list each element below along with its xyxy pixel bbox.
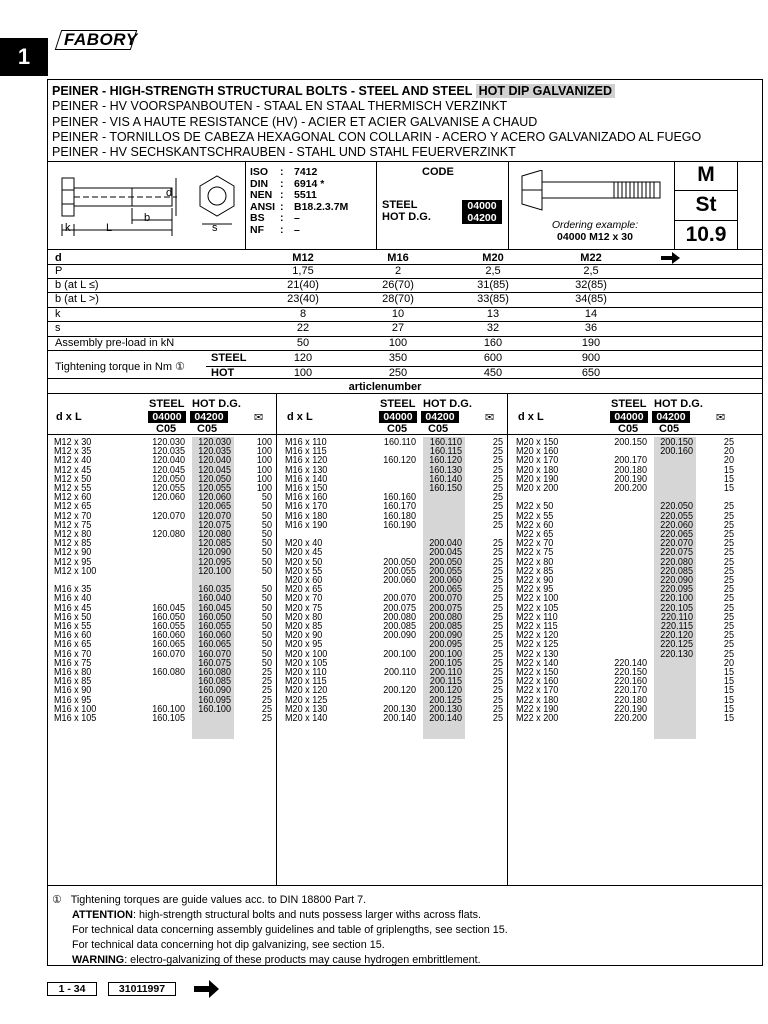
material-hot: HOT D.G. [382, 211, 431, 223]
col-steel-code: 04000 [148, 411, 186, 423]
envelope-icon: ✉ [254, 412, 264, 424]
footnote-galvanizing: For technical data concerning hot dip galvanizing, see section 15. [72, 939, 385, 951]
col-hot-values: 120.030 120.035 120.040 120.045 120.050 120.055 120.060 120.065 120.070 120.075 120.080 120.085 120.090 120.095 120.100 160.035 160.040 160.045 160.050 160.055 160.060 160.065 160.070 160.075 160.080 160.085 160.090 160.095 160.100 [198, 437, 231, 715]
footnote-1: ① Tightening torques are guide values acc. to DIN 18800 Part 7. [52, 894, 367, 906]
col-hot-values: 200.150 200.160 220.050 220.055 220.060 220.065 220.070 220.075 220.080 220.085 220.090 220.095 220.100 220.105 220.110 220.115 220.120 220.125 220.130 [660, 437, 693, 660]
envelope-icon: ✉ [716, 412, 726, 424]
title-block [52, 84, 701, 160]
spec-value: 1,75 [292, 265, 314, 277]
spec-value: 2 [394, 265, 402, 277]
spec-value: 2,5 [583, 265, 599, 277]
footnotes [52, 893, 508, 968]
spec-value: 10 [391, 308, 405, 320]
standard-nf: NF : – [250, 223, 300, 236]
standard-iso: ISO : 7412 [250, 166, 318, 178]
spec-value: 27 [391, 322, 405, 334]
torque-value: 900 [581, 352, 601, 364]
col-hot-code: 04200 [652, 411, 690, 423]
spec-value: 23(40) [287, 293, 319, 305]
col-steel-c05: C05 [156, 423, 177, 435]
title-en: PEINER - HIGH-STRENGTH STRUCTURAL BOLTS - STEEL AND STEEL HOT DIP GALVANIZED [52, 84, 701, 99]
section-tab: 1 [0, 38, 48, 76]
spec-size-m12: M12 [292, 252, 314, 264]
ordering-example [520, 219, 670, 243]
title-highlight: HOT DIP GALVANIZED [476, 84, 615, 98]
standards-list [250, 167, 348, 237]
code-hot: 04200 [462, 212, 502, 224]
col-steel-header: STEEL [380, 398, 416, 410]
bolt-drawing [52, 166, 242, 246]
col-hot-c05: C05 [428, 423, 449, 435]
material-steel: STEEL [382, 199, 418, 211]
title-de: PEINER - HV SECHSKANTSCHRAUBEN - STAHL UND STAHL FEUERVERZINKT [52, 145, 516, 160]
spec-value: 13 [486, 308, 500, 320]
articlenumber-header: articlenumber [348, 381, 422, 393]
title-fr: PEINER - VIS A HAUTE RESISTANCE (HV) - ACIER ET ACIER GALVANISE A CHAUD [52, 114, 538, 129]
spec-value: 8 [299, 308, 307, 320]
standard-din: DIN : 6914 * [250, 177, 325, 190]
col-steel-code: 04000 [379, 411, 417, 423]
col-steel-code: 04000 [610, 411, 648, 423]
standard-nen: NEN : 5511 [250, 189, 317, 202]
torque-value: 250 [388, 367, 408, 379]
dim-b: b [144, 212, 151, 224]
col-steel-header: STEEL [149, 398, 185, 410]
spec-value: 32 [486, 322, 500, 334]
dim-L: L [106, 222, 113, 234]
spec-value: 32(85) [575, 279, 607, 291]
spec-value: 2,5 [485, 265, 501, 277]
envelope-icon: ✉ [485, 412, 495, 424]
ordering-example-label: Ordering example: [551, 219, 639, 231]
spec-size-m16: M16 [387, 252, 409, 264]
torque-value: 600 [483, 352, 503, 364]
spec-value: 100 [388, 337, 408, 349]
ordering-example-value: 04000 M12 x 30 [557, 231, 633, 243]
spec-row-label: k [55, 308, 61, 320]
col-hot-c05: C05 [197, 423, 218, 435]
footnote-warning: WARNING: electro-galvanizing of these products may cause hydrogen embrittlement. [72, 954, 481, 966]
col-dxl-values: M12 x 30 M12 x 35 M12 x 40 M12 x 45 M12 x 50 M12 x 55 M12 x 60 M12 x 65 M12 x 70 M12 x 75 M12 x 80 M12 x 85 M12 x 90 M12 x 95 M12 x 100 M16 x 35 M16 x 40 M16 x 45 M16 x 50 M16 x 55 M16 x 60 M16 x 65 M16 x 70 M16 x 75 M16 x 80 M16 x 85 M16 x 90 M16 x 95 M16 x 100 M16 x 105 [54, 437, 97, 725]
spec-row-label: Assembly pre-load in kN [55, 337, 175, 349]
torque-label: Tightening torque in Nm ① [55, 361, 185, 373]
dim-s: s [212, 222, 218, 234]
col-steel-c05: C05 [618, 423, 639, 435]
col-dxl-values: M16 x 110 M16 x 115 M16 x 120 M16 x 130 M16 x 140 M16 x 150 M16 x 160 M16 x 170 M16 x 180 M16 x 190 M20 x 40 M20 x 45 M20 x 50 M20 x 55 M20 x 60 M20 x 65 M20 x 70 M20 x 75 M20 x 80 M20 x 85 M20 x 90 M20 x 95 M20 x 100 M20 x 105 M20 x 110 M20 x 115 M20 x 120 M20 x 125 M20 x 130 M20 x 140 [285, 437, 328, 725]
spec-value: 21(40) [287, 279, 319, 291]
footnote-assembly: For technical data concerning assembly guidelines and table of griplengths, see section 15. [72, 924, 508, 936]
col-hot-code: 04200 [421, 411, 459, 423]
standard-bs: BS : – [250, 212, 300, 225]
spec-value: 31(85) [477, 279, 509, 291]
spec-value: 28(70) [382, 293, 414, 305]
col-dxl-header: d x L [56, 411, 82, 423]
next-page-arrow-icon[interactable] [194, 980, 220, 998]
col-hot-header: HOT D.G. [654, 398, 703, 410]
brand-logo: FABORY [64, 30, 138, 49]
col-steel-values: 160.110 160.120 160.160 160.170 160.180 160.190 200.050 200.055 200.060 200.070 200.075 200.080 200.085 200.090 200.100 200.110 200.120 200.130 200.140 [383, 437, 416, 725]
dim-k: k [65, 222, 71, 234]
bolt-side-drawing [518, 170, 668, 214]
col-steel-header: STEEL [611, 398, 647, 410]
col-hot-header: HOT D.G. [423, 398, 472, 410]
col-pack-values: 100 100 100 100 100 100 50 50 50 50 50 50 50 50 50 50 50 50 50 50 50 50 50 50 25 25 25 25 25 25 [256, 437, 272, 725]
code-steel: 04000 [462, 200, 502, 212]
torque-value: 100 [293, 367, 313, 379]
col-hot-c05: C05 [659, 423, 680, 435]
col-steel-values: 120.030 120.035 120.040 120.045 120.050 120.055 120.060 120.070 120.080 160.045 160.050 160.055 160.060 160.065 160.070 160.080 160.100 160.105 [152, 437, 185, 725]
grade-st: St [695, 193, 717, 216]
torque-value: 650 [581, 367, 601, 379]
arrow-right-icon [661, 252, 681, 264]
spec-value: 34(85) [575, 293, 607, 305]
torque-row-label: HOT [211, 367, 235, 379]
col-dxl-header: d x L [287, 411, 313, 423]
date-code: 31011997 [108, 982, 176, 996]
spec-value: 190 [581, 337, 601, 349]
torque-row-label: STEEL [211, 352, 247, 364]
spec-value: 50 [296, 337, 310, 349]
col-hot-header: HOT D.G. [192, 398, 241, 410]
grade-class: 10.9 [685, 223, 727, 246]
spec-size-m20: M20 [482, 252, 504, 264]
col-dxl-header: d x L [518, 411, 544, 423]
torque-value: 450 [483, 367, 503, 379]
col-pack-values: 25 25 25 25 25 25 25 25 25 25 25 25 25 25 25 25 25 25 25 25 25 25 25 25 25 25 25 25 25 25 [492, 437, 503, 725]
spec-value: 36 [584, 322, 598, 334]
spec-size-m22: M22 [580, 252, 602, 264]
col-steel-c05: C05 [387, 423, 408, 435]
standard-ansi: ANSI : B18.2.3.7M [250, 200, 349, 213]
footnote-attention: ATTENTION: high-strength structural bolts and nuts possess larger withs across flats. [72, 909, 482, 921]
torque-value: 350 [388, 352, 408, 364]
code-header: CODE [422, 166, 454, 178]
spec-value: 14 [584, 308, 598, 320]
spec-row-label: s [55, 322, 61, 334]
spec-d-label: d [55, 252, 62, 264]
spec-value: 33(85) [477, 293, 509, 305]
col-pack-values: 25 20 20 15 15 15 25 25 25 25 25 25 25 25 25 25 25 25 25 25 25 25 25 20 15 15 15 15 15 15 [723, 437, 734, 725]
spec-row-label: b (at L ≤) [55, 279, 99, 291]
spec-value: 26(70) [382, 279, 414, 291]
spec-row-label: P [55, 265, 63, 277]
dim-d: d [166, 187, 173, 199]
page-number: 1 - 34 [47, 982, 97, 996]
title-es: PEINER - TORNILLOS DE CABEZA HEXAGONAL CON COLLARIN - ACERO Y ACERO GALVANIZADO AL FUEGO [52, 129, 702, 144]
col-hot-code: 04200 [190, 411, 228, 423]
torque-value: 120 [293, 352, 313, 364]
col-steel-values: 200.150 200.170 200.180 200.190 200.200 220.140 220.150 220.160 220.170 220.180 220.190 220.200 [614, 437, 647, 725]
col-hot-values: 160.110 160.115 160.120 160.130 160.140 160.150 200.040 200.045 200.050 200.055 200.060 200.065 200.070 200.075 200.080 200.085 200.090 200.095 200.100 200.105 200.110 200.115 200.120 200.125 200.130 200.140 [429, 437, 462, 725]
spec-value: 160 [483, 337, 503, 349]
spec-value: 22 [296, 322, 310, 334]
grade-m: M [697, 163, 715, 186]
col-dxl-values: M20 x 150 M20 x 160 M20 x 170 M20 x 180 M20 x 190 M20 x 200 M22 x 50 M22 x 55 M22 x 60 M22 x 65 M22 x 70 M22 x 75 M22 x 80 M22 x 85 M22 x 90 M22 x 95 M22 x 100 M22 x 105 M22 x 110 M22 x 115 M22 x 120 M22 x 125 M22 x 130 M22 x 140 M22 x 150 M22 x 160 M22 x 170 M22 x 180 M22 x 190 M22 x 200 [516, 437, 559, 725]
title-nl: PEINER - HV VOORSPANBOUTEN - STAAL EN STAAL THERMISCH VERZINKT [52, 99, 508, 114]
spec-row-label: b (at L >) [55, 293, 99, 305]
